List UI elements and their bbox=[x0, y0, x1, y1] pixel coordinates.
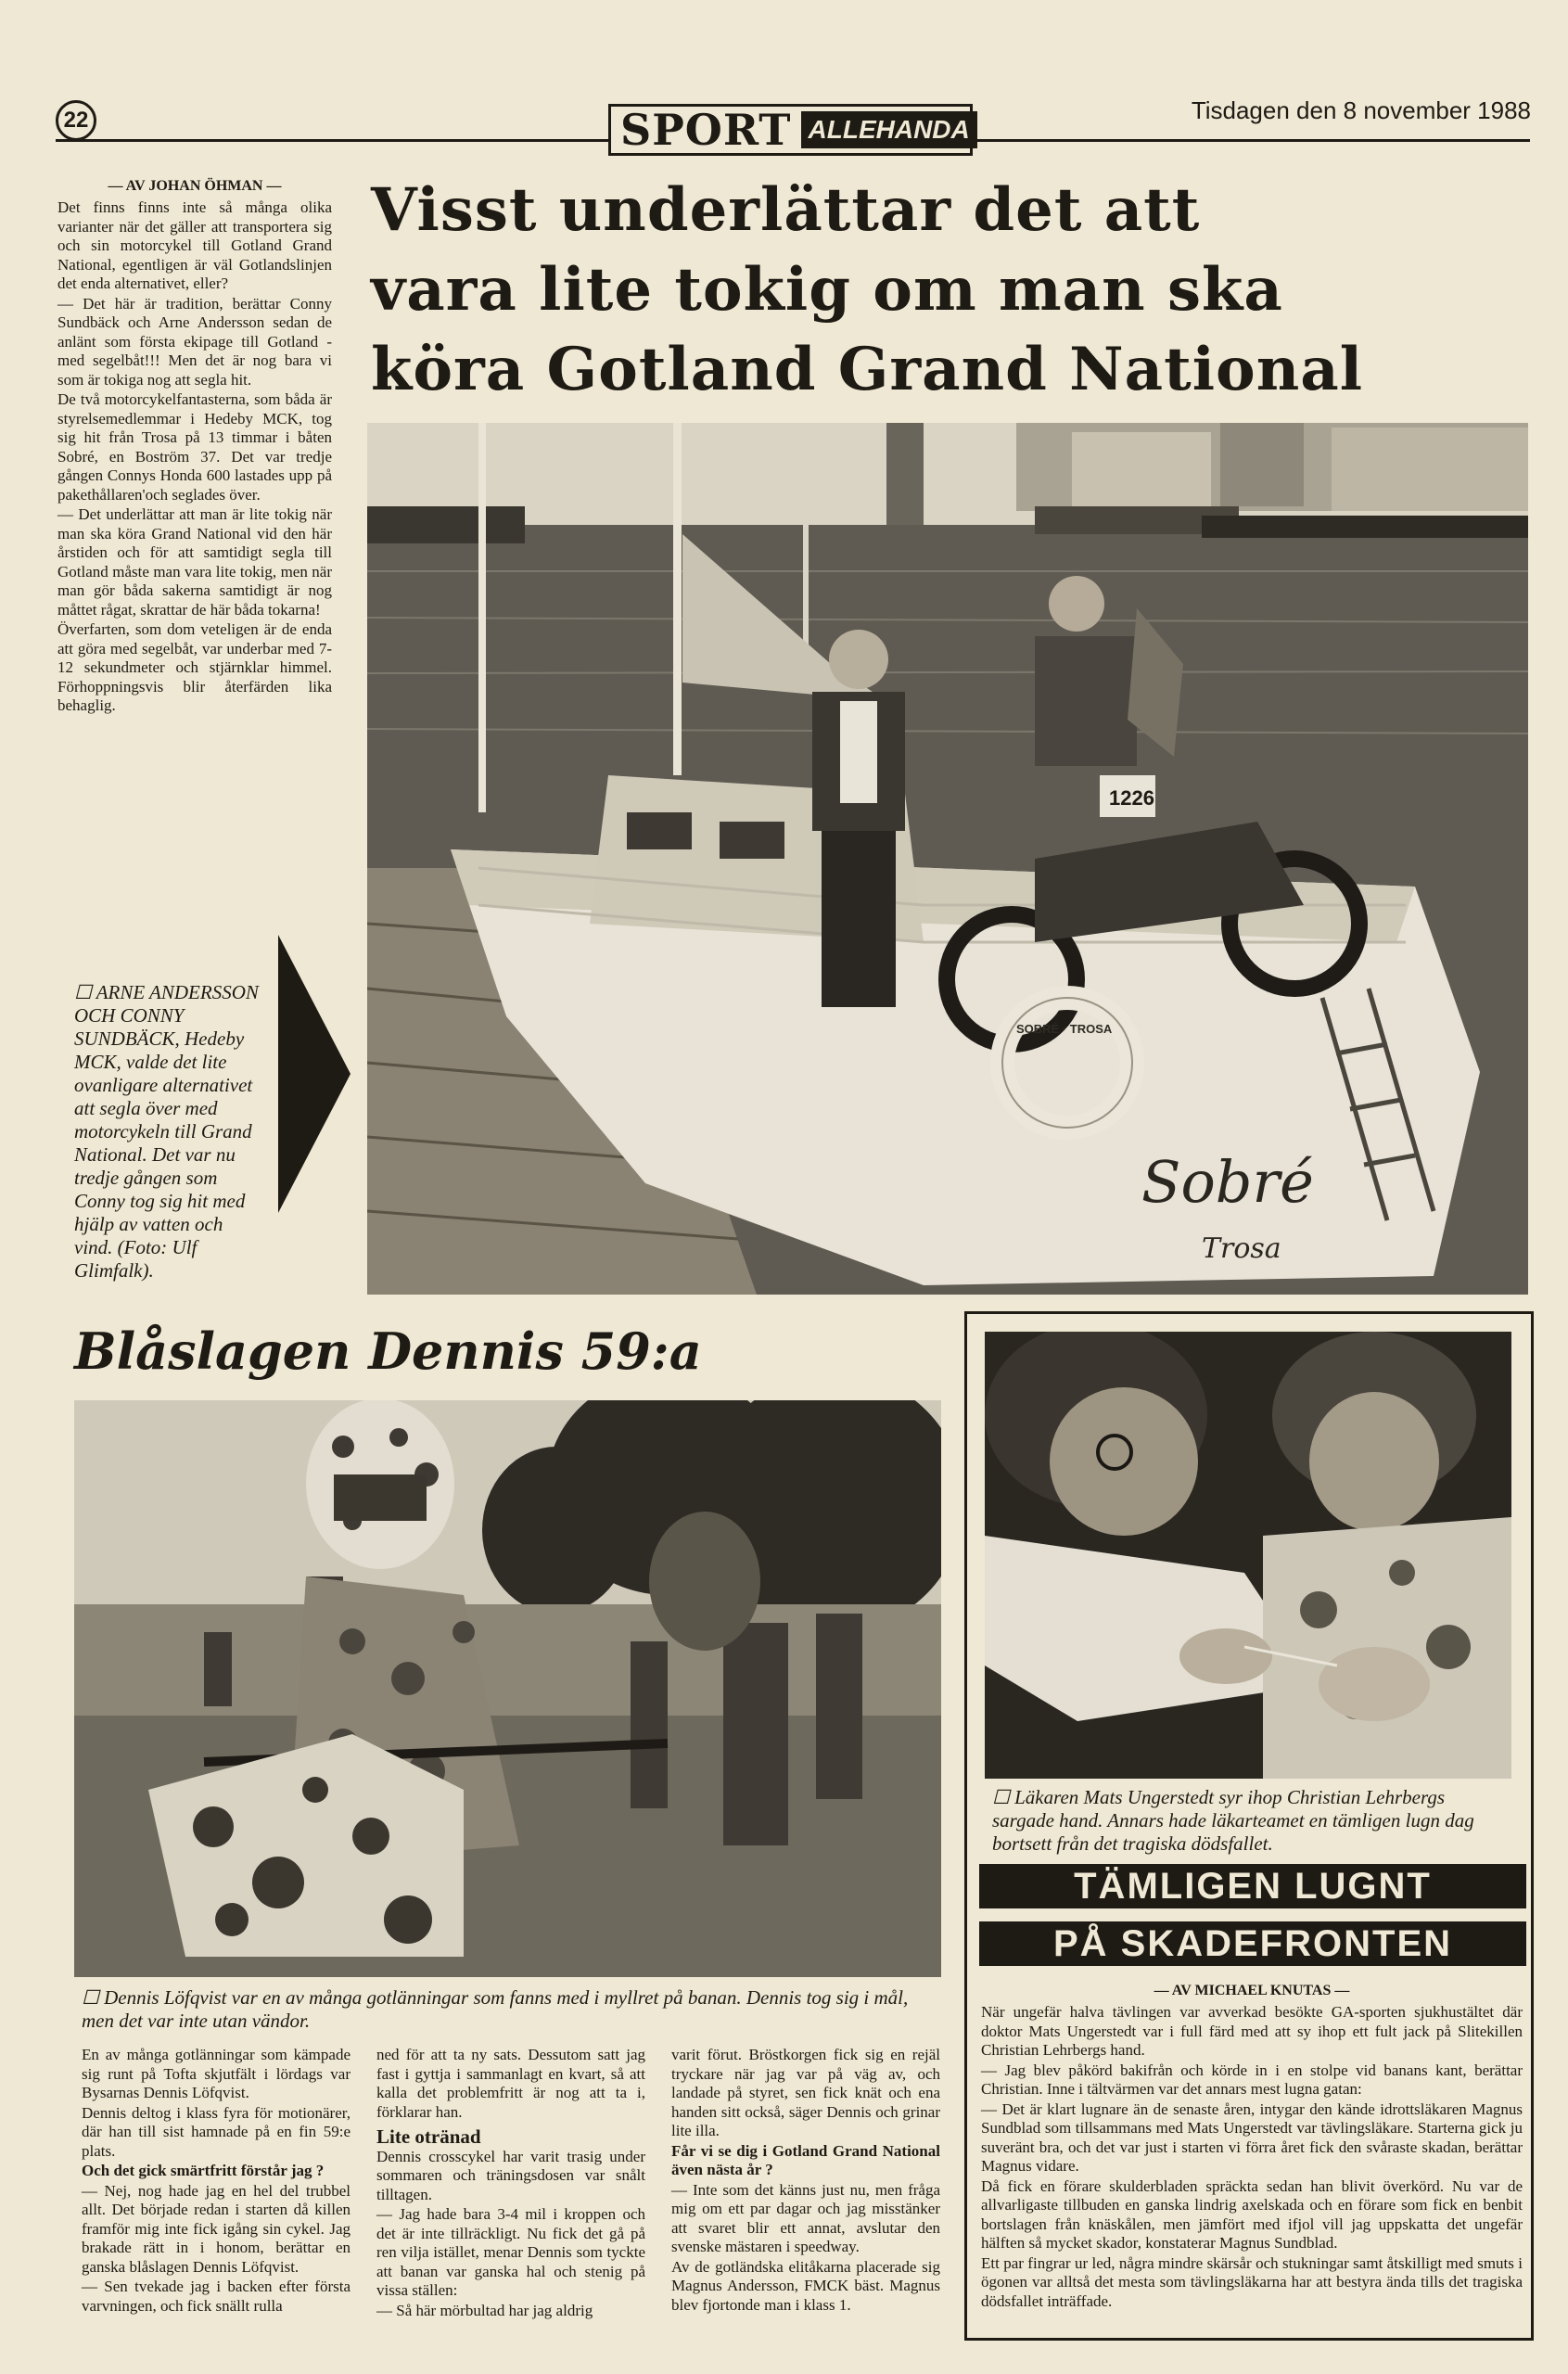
dennis-headline: Blåslagen Dennis 59:a bbox=[74, 1321, 702, 1381]
lead-paragraph: De två motorcykelfantasterna, som båda är styrelsemedlemmar i Hedeby MCK, tog sig hit från Trosa på 13 timmar i båten Sobré, en Boström 37. Det var tredje gången Connys Honda 600 lastades upp på pakethållaren'och seglades över. bbox=[57, 390, 332, 504]
medical-headline-bar-1: TÄMLIGEN LUGNT bbox=[979, 1864, 1526, 1908]
lead-paragraph: Överfarten, som dom veteligen är de enda att göra med segelbåt, var underbar med 7-12 sekundmeter och stjärnklar himmel. Förhoppningsvis blir återfärden lika behaglig. bbox=[57, 620, 332, 714]
dennis-paragraph: Dennis crosscykel har varit trasig under sommaren och träningsdosen var snålt tilltagen. bbox=[376, 2147, 645, 2203]
dennis-question: Och det gick smärtfritt förstår jag ? bbox=[82, 2162, 325, 2179]
dennis-column-3 bbox=[671, 2046, 940, 2316]
dennis-question: Får vi se dig i Gotland Grand National även nästa år ? bbox=[671, 2141, 940, 2178]
life-ring-text: SOBRÉ · TROSA bbox=[1016, 1022, 1113, 1036]
dennis-paragraph: En av många gotlänningar som kämpade sig runt på Tofta skjutfält i lördags var Bysarnas Dennis Löfqvist. bbox=[82, 2046, 351, 2101]
lead-paragraph: — Det här är tradition, berättar Conny Sundbäck och Arne Andersson sedan de anlänt som första ekipage till Gotland - med segelbåt!!! Men det är nog bara vi som är tokiga nog att segla hit. bbox=[57, 294, 332, 389]
medical-photo bbox=[985, 1332, 1511, 1779]
stern-name: Sobré bbox=[1141, 1148, 1314, 1216]
dennis-paragraph: varit förut. Bröstkorgen fick sig en rejäl tryckare när jag var på väg av, och landade på styret, sen fick knät och enа handen sitt också, säger Dennis och grinar lite illa. bbox=[671, 2046, 940, 2139]
medical-photo-illustration bbox=[985, 1332, 1511, 1779]
medical-paragraph: Då fick en förare skulderbladen spräckta sedan han blivit överkörd. Nu var de allvarligaste tillbuden en ganska lindrig axelskada och en förare som fick en benbit bortslagen från knäskålen, men jämfört med ifjol vill jag uppskatta det ungefär hälften så mycket skador, konstaterar Magnus Sundblad. bbox=[981, 2176, 1523, 2252]
dennis-paragraph: Av de gotländska elitåkarna placerade sig Magnus Andersson, FMCK bäst. Magnus blev fjortonde man i klass 1. bbox=[671, 2257, 940, 2314]
boat-photo bbox=[367, 423, 1528, 1295]
lead-article-column bbox=[57, 178, 332, 717]
dennis-subhead: Lite otränad bbox=[376, 2125, 481, 2148]
medical-paragraph: När ungefär halva tävlingen var avverkad besökte GA-sporten sjukhustältet där doktor Mats Ungerstedt var i full färd med att sy ihop ett fult jack på Slitekillen Christian Lehrbergs hand. bbox=[981, 2003, 1523, 2059]
medical-photo-caption: ☐ Läkaren Mats Ungerstedt syr ihop Christian Lehrbergs sargade hand. Annars hade läkarteamet en tämligen lugn dag bortsett från det tragiska dödsfallet. bbox=[992, 1786, 1474, 1855]
logo-sub: ALLEHANDA bbox=[801, 111, 977, 148]
dateline: Tisdagen den 8 november 1988 bbox=[1191, 96, 1531, 124]
headline-line-3: köra Gotland Grand National bbox=[371, 335, 1363, 404]
lead-byline: — AV JOHAN ÖHMAN — bbox=[108, 178, 282, 194]
page-number: 22 bbox=[56, 100, 96, 141]
dennis-photo bbox=[74, 1400, 941, 1977]
dennis-paragraph: — Nej, nog hade jag en hel del trubbel allt. Det började redan i starten då killen framför mig inte fick igång sin cykel. Jag brakade rätt in i honom, berättar en ganska blåslagen Dennis Löfqvist. bbox=[82, 2181, 351, 2276]
logo-main: SPORT bbox=[620, 105, 792, 155]
dennis-photo-caption: ☐ Dennis Löfqvist var en av många gotlänningar som fanns med i myllret på banan. Dennis tog sig i mål, men det var inte utan vändor. bbox=[82, 1986, 909, 2032]
dennis-paragraph: — Jag hade bara 3-4 mil i kroppen och det är inte tillräckligt. Nu fick det gå på ren vilja istället, menar Dennis som tyckte att banan var ganska hal och stenig på vissa ställen: bbox=[376, 2205, 645, 2299]
dennis-paragraph: — Sen tvekade jag i backen efter första varvningen, och fick snällt rulla bbox=[82, 2278, 351, 2315]
medical-body bbox=[981, 2003, 1523, 2311]
lead-paragraph: Det finns finns inte så många olika varianter när det gäller att transportera sig och sin motorcykel till Gotland Grand National, egentligen är väl Gotlandslinjen det enda alternativet, eller? bbox=[57, 198, 332, 292]
dennis-column-2 bbox=[376, 2046, 645, 2321]
dennis-paragraph: Dennis deltog i klass fyra för motionärer, där han till sist hamnade på en fin 59:e plats. bbox=[82, 2103, 351, 2160]
boat-photo-illustration bbox=[367, 423, 1528, 1295]
sport-allehanda-logo bbox=[608, 104, 973, 156]
medical-paragraph: Ett par fingrar ur led, några mindre skärsår och stukningar samt åtskilligt med smuts i ögonen var alltså det mesta som tävlingsläkarna har att bestyra ända tills det tragiska dödsfallet inträffade. bbox=[981, 2253, 1523, 2310]
medical-paragraph: — Det är klart lugnare än de senaste åren, intygar den kände idrottsläkaren Magnus Sundblad som tillsammans med Mats Ungerstedt var tävlingsläkare. Starterna gick ju suveränt bra, och det var just i starten vi förra året fick den svåraste skadan, berättar Magnus vidare. bbox=[981, 2100, 1523, 2175]
dennis-paragraph: — Inte som det känns just nu, men fråga mig om ett par dagar och jag misstänker att svaret blir ett annat, avslutar den svenske mästaren i speedway. bbox=[671, 2180, 940, 2255]
bike-number-plate: 1226 bbox=[1109, 786, 1154, 810]
boat-photo-caption: ☐ ARNE ANDERSSON OCH CONNY SUNDBÄCK, Hedeby MCK, valde det lite ovanligare alternativet att segla över med motorcykeln till Grand National. Det var nu tredje gången som Conny tog sig hit med hjälp av vatten och vind. (Foto: Ulf Glimfalk). bbox=[74, 981, 259, 1282]
headline-line-1: Visst underlättar det att bbox=[371, 175, 1201, 245]
caption-arrow-icon bbox=[278, 935, 351, 1213]
main-headline bbox=[371, 171, 1539, 410]
medical-paragraph: — Jag blev påkörd bakifrån och körde in i en stolpe vid banans kant, berättar Christian. Inne i tältvärmen var det annars mest lugna gatan: bbox=[981, 2061, 1523, 2098]
medical-article bbox=[981, 1983, 1523, 2312]
medical-headline-bar-2: PÅ SKADEFRONTEN bbox=[979, 1921, 1526, 1966]
dennis-photo-illustration bbox=[74, 1400, 941, 1977]
headline-line-2: vara lite tokig om man ska bbox=[371, 255, 1283, 325]
stern-port: Trosa bbox=[1202, 1232, 1281, 1265]
dennis-column-1 bbox=[82, 2046, 351, 2317]
medical-byline: — AV MICHAEL KNUTAS — bbox=[1154, 1983, 1350, 1998]
dennis-paragraph: — Så här mörbultad har jag aldrig bbox=[376, 2301, 593, 2319]
dennis-paragraph: ned för att ta ny sats. Dessutom satt jag fast i gyttja i sammanlagt en kvart, så att kalla det problemfritt är nog att ta i, förklarar han. bbox=[376, 2046, 645, 2121]
lead-body bbox=[57, 198, 332, 716]
lead-paragraph: — Det underlättar att man är lite tokig när man ska köra Grand National vid den här årstiden och för att samtidigt segla till Gotland måste man vara lite tokig, men när man gör båda sakerna samtidigt är nog måttet rågat, skrattar de här båda tokarna! bbox=[57, 505, 332, 619]
